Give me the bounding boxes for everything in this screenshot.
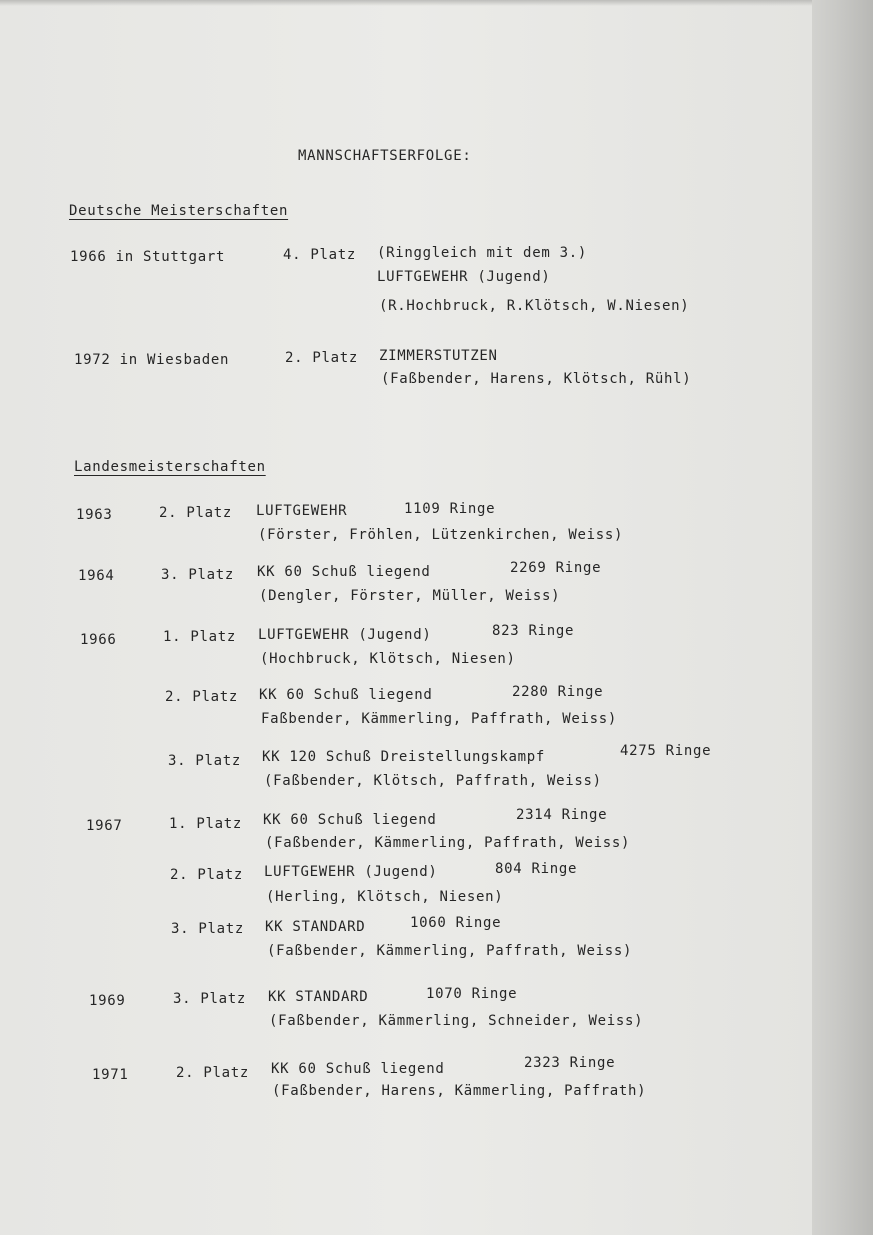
scan-top-shadow xyxy=(0,0,812,6)
entry-line: LUFTGEWEHR (Jugend) xyxy=(377,269,551,285)
entry-team: (Faßbender, Klötsch, Paffrath, Weiss) xyxy=(264,773,602,789)
entry-year: 1972 in Wiesbaden xyxy=(74,352,230,368)
entry-place: 2. Platz xyxy=(176,1065,250,1081)
entry-place: 3. Platz xyxy=(168,753,242,769)
entry-discipline: KK 60 Schuß liegend xyxy=(263,812,437,828)
entry-place: 1. Platz xyxy=(163,629,237,645)
entry-team: (Dengler, Förster, Müller, Weiss) xyxy=(259,588,561,604)
entry-discipline: KK 120 Schuß Dreistellungskampf xyxy=(262,749,545,765)
entry-line: (Ringgleich mit dem 3.) xyxy=(377,245,587,261)
entry-team: (Faßbender, Kämmerling, Schneider, Weiss) xyxy=(269,1013,644,1029)
scanner-page-edge xyxy=(812,0,873,1235)
entry-team: (Förster, Fröhlen, Lützenkirchen, Weiss) xyxy=(258,527,624,543)
entry-discipline: LUFTGEWEHR xyxy=(256,503,348,519)
section-heading-deutsche: Deutsche Meisterschaften xyxy=(69,203,289,219)
entry-score: 2314 Ringe xyxy=(516,807,608,823)
entry-year: 1964 xyxy=(78,568,115,584)
entry-score: 4275 Ringe xyxy=(620,743,712,759)
entry-place: 2. Platz xyxy=(165,689,239,705)
entry-place: 3. Platz xyxy=(173,991,247,1007)
entry-line: (Faßbender, Harens, Klötsch, Rühl) xyxy=(381,371,692,387)
entry-team: (Faßbender, Kämmerling, Paffrath, Weiss) xyxy=(267,943,633,959)
entry-score: 2269 Ringe xyxy=(510,560,602,576)
entry-discipline: KK 60 Schuß liegend xyxy=(257,564,431,580)
entry-year: 1966 in Stuttgart xyxy=(70,249,226,265)
entry-discipline: KK STANDARD xyxy=(268,989,369,1005)
entry-discipline: LUFTGEWEHR (Jugend) xyxy=(264,864,438,880)
entry-discipline: KK 60 Schuß liegend xyxy=(259,687,433,703)
entry-year: 1969 xyxy=(89,993,126,1009)
entry-team: (Faßbender, Kämmerling, Paffrath, Weiss) xyxy=(265,835,631,851)
entry-score: 1060 Ringe xyxy=(410,915,502,931)
entry-score: 823 Ringe xyxy=(492,623,575,639)
entry-team: (Faßbender, Harens, Kämmerling, Paffrath) xyxy=(272,1083,647,1099)
entry-place: 2. Platz xyxy=(170,867,244,883)
section-heading-landes: Landesmeisterschaften xyxy=(74,459,266,475)
entry-place: 3. Platz xyxy=(171,921,245,937)
entry-place: 3. Platz xyxy=(161,567,235,583)
entry-score: 804 Ringe xyxy=(495,861,578,877)
entry-score: 1070 Ringe xyxy=(426,986,518,1002)
entry-year: 1971 xyxy=(92,1067,129,1083)
entry-line: (R.Hochbruck, R.Klötsch, W.Niesen) xyxy=(379,298,690,314)
entry-year: 1967 xyxy=(86,818,123,834)
entry-discipline: KK STANDARD xyxy=(265,919,366,935)
entry-team: (Hochbruck, Klötsch, Niesen) xyxy=(260,651,516,667)
entry-year: 1966 xyxy=(80,632,117,648)
entry-score: 2323 Ringe xyxy=(524,1055,616,1071)
entry-place: 1. Platz xyxy=(169,816,243,832)
entry-place: 4. Platz xyxy=(283,247,357,263)
entry-score: 1109 Ringe xyxy=(404,501,496,517)
entry-line: ZIMMERSTUTZEN xyxy=(379,348,498,364)
entry-team: Faßbender, Kämmerling, Paffrath, Weiss) xyxy=(261,711,618,727)
entry-team: (Herling, Klötsch, Niesen) xyxy=(266,889,504,905)
entry-discipline: KK 60 Schuß liegend xyxy=(271,1061,445,1077)
entry-place: 2. Platz xyxy=(285,350,359,366)
entry-place: 2. Platz xyxy=(159,505,233,521)
entry-score: 2280 Ringe xyxy=(512,684,604,700)
entry-discipline: LUFTGEWEHR (Jugend) xyxy=(258,627,432,643)
entry-year: 1963 xyxy=(76,507,113,523)
page-title: MANNSCHAFTSERFOLGE: xyxy=(298,148,472,164)
